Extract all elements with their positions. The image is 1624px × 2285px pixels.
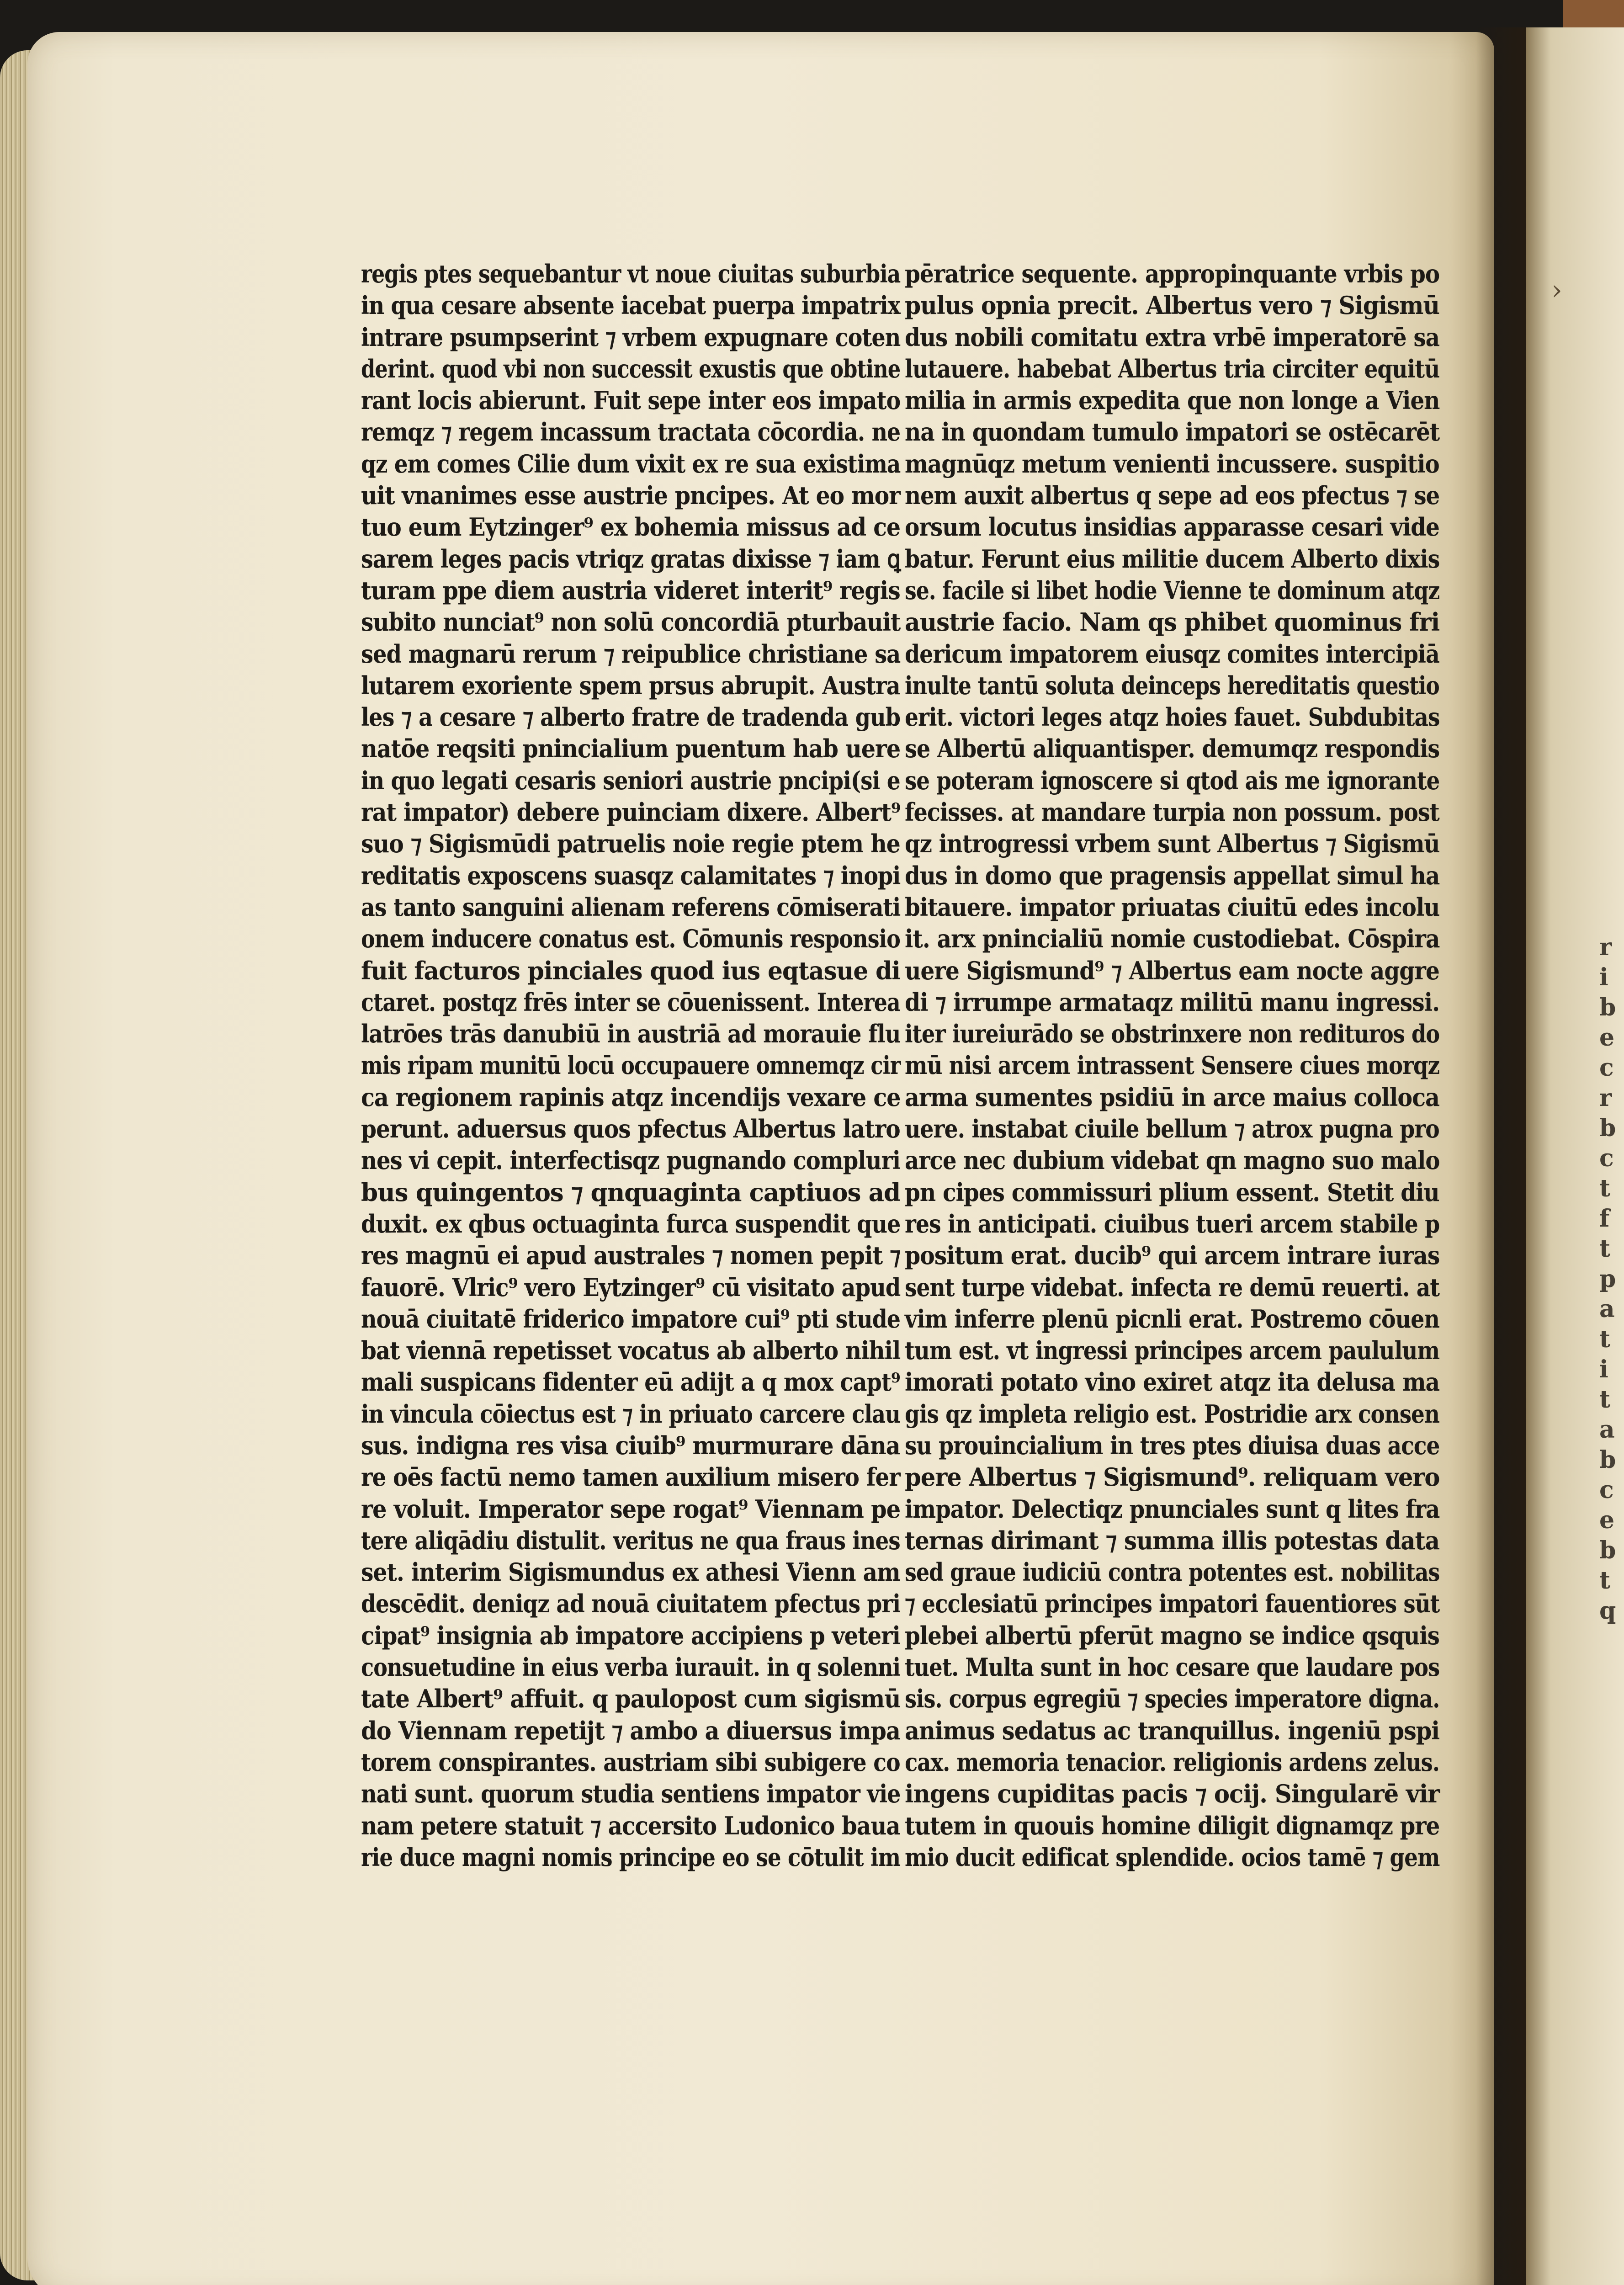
fragment-letter: e [1599, 1506, 1615, 1534]
fragment-letter: t [1599, 1325, 1611, 1353]
fragment-letter: a [1599, 1416, 1615, 1444]
text-line: plebei albertū pferūt magno se indice qsquis [905, 1621, 1439, 1650]
text-line: in vincula cōiectus est ⁊ in priuato carcere clau [361, 1399, 900, 1429]
text-line: erit. victori leges atqz hoies fauet. Subdubitas [905, 702, 1440, 732]
fragment-letter: c [1599, 1054, 1614, 1082]
text-line: sis. corpus egregiū ⁊ species imperatore digna. [905, 1684, 1440, 1714]
text-line: reditatis exposcens suasqz calamitates ⁊ inopi [361, 861, 901, 890]
text-line: uit vnanimes esse austrie pncipes. At eo mor [361, 481, 900, 510]
text-line: sus. indigna res visa ciuib⁹ murmurare dāna [361, 1430, 900, 1460]
fragment-letter: b [1599, 994, 1616, 1021]
fragment-letter: q [1599, 1597, 1616, 1625]
text-line: mū nisi arcem intrassent Sensere ciues morqz [905, 1051, 1440, 1080]
text-line: subito nunciat⁹ non solū concordiā pturbauit [361, 607, 901, 637]
text-line: tate Albert⁹ affuit. q paulopost cum sigismū [361, 1684, 901, 1714]
text-line: batur. Ferunt eius militie ducem Alberto dixis [905, 544, 1440, 574]
text-line: in qua cesare absente iacebat puerpa impatrix [361, 291, 900, 320]
text-line: do Viennam repetijt ⁊ ambo a diuersus impa [361, 1716, 900, 1745]
text-line: su prouincialium in tres ptes diuisa duas acce [905, 1430, 1440, 1460]
cover-edge-top [1563, 0, 1624, 27]
text-line: fecisses. at mandare turpia non possum. post [905, 797, 1439, 827]
text-line: res magnū ei apud australes ⁊ nomen pepit ⁊ [361, 1241, 901, 1270]
text-line: tuo eum Eytzinger⁹ ex bohemia missus ad ce [361, 512, 900, 542]
text-line: bat viennā repetisset vocatus ab alberto nihil [361, 1336, 901, 1366]
text-line: imorati potato vino exiret atqz ita delusa ma [905, 1367, 1440, 1397]
text-line: natōe reqsiti pnincialium puentum hab uere [361, 734, 901, 764]
text-line: ternas dirimant ⁊ summa illis potestas data [905, 1525, 1439, 1555]
text-line: lutauere. habebat Albertus tria circiter equitū [905, 354, 1440, 383]
text-line: ca regionem rapinis atqz incendijs vexare ce [361, 1082, 901, 1112]
text-line: duxit. ex qbus octuaginta furca suspendit que [361, 1209, 901, 1238]
text-line: in quo legati cesaris seniori austrie pncipi(si e [361, 765, 900, 795]
text-line: dus in domo que pragensis appellat simul ha [905, 861, 1440, 890]
text-line: it. arx pnincialiū nomie custodiebat. Cōspira [905, 924, 1440, 954]
text-line: tutem in quouis homine diligit dignamqz pre [905, 1811, 1440, 1840]
text-line: mali suspicans fidenter eū adijt a q mox capt⁹ [361, 1367, 900, 1397]
text-line: ⁊ ecclesiatū principes impatori fauentiores sūt [905, 1589, 1440, 1619]
adjacent-page-letters [1599, 932, 1624, 1626]
text-line: fuit facturos pinciales quod ius eqtasue di [361, 956, 900, 985]
text-line: descēdit. deniqz ad nouā ciuitatem pfectus pri [361, 1589, 901, 1619]
text-line: tere aliqādiu distulit. veritus ne qua fraus ines [361, 1525, 900, 1555]
text-line: qz introgressi vrbem sunt Albertus ⁊ Sigismū [905, 829, 1440, 859]
text-line: nes vi cepit. interfectisqz pugnando compluri [361, 1146, 901, 1175]
text-line: na in quondam tumulo impatori se ostēcarēt [905, 417, 1440, 447]
text-line: sarem leges pacis vtriqz gratas dixisse ⁊ iam ꝗ [361, 544, 901, 574]
text-line: les ⁊ a cesare ⁊ alberto fratre de tradenda gub [361, 702, 901, 732]
text-line: se. facile si libet hodie Vienne te dominum atqz [905, 575, 1440, 605]
text-line: nem auxit albertus q sepe ad eos pfectus ⁊ se [905, 481, 1440, 510]
text-line: impator. Delectiqz pnunciales sunt q lites fra [905, 1494, 1440, 1524]
text-line: res in anticipati. ciuibus tueri arcem stabile p [905, 1209, 1440, 1238]
fragment-letter: f [1599, 1205, 1610, 1233]
text-line: consuetudine in eius verba iurauit. in q solenni [361, 1653, 901, 1682]
right-text-column [905, 258, 1439, 1873]
fragment-letter: r [1599, 933, 1612, 961]
text-line: onem inducere conatus est. Cōmunis responsio [361, 924, 900, 954]
text-line: uere. instabat ciuile bellum ⁊ atrox pugna pro [905, 1114, 1439, 1144]
text-line: nati sunt. quorum studia sentiens impator vie [361, 1779, 901, 1809]
fragment-letter: r [1599, 1084, 1612, 1112]
fragment-letter: t [1599, 1235, 1611, 1263]
margin-mark: › [1551, 274, 1562, 306]
text-line: milia in armis expedita que non longe a Vien [905, 386, 1440, 415]
fragment-letter: e [1599, 1024, 1615, 1052]
text-line: remqz ⁊ regem incassum tractata cōcordia. ne [361, 417, 901, 447]
text-line: sed graue iudiciū contra potentes est. nobilitas [905, 1557, 1440, 1587]
text-line: perunt. aduersus quos pfectus Albertus latro [361, 1114, 900, 1144]
text-line: cipat⁹ insignia ab impatore accipiens p veteri [361, 1621, 900, 1650]
fragment-letter: t [1599, 1567, 1611, 1594]
text-line: bitauere. impator priuatas ciuitū edes incolu [905, 892, 1440, 922]
text-line: mis ripam munitū locū occupauere omnemqz cir [361, 1051, 901, 1080]
fragment-letter: i [1599, 1355, 1608, 1383]
text-line: nouā ciuitatē friderico impatore cui⁹ pti stude [361, 1304, 900, 1334]
text-line: mio ducit edificat splendide. ocios tamē ⁊ gem [905, 1842, 1440, 1872]
text-line: vim inferre plenū picnli erat. Postremo cōuen [905, 1304, 1439, 1334]
text-line: dericum impatorem eiusqz comites intercipiā [905, 639, 1439, 669]
text-line: austrie facio. Nam qs phibet quominus fri [905, 607, 1440, 637]
text-line: intrare psumpserint ⁊ vrbem expugnare coten [361, 322, 901, 352]
left-text-column [361, 258, 900, 1873]
text-line: magnūqz metum venienti incussere. suspitio [905, 449, 1439, 478]
text-line: se Albertū aliquantisper. demumqz respondis [905, 734, 1440, 764]
text-line: di ⁊ irrumpe armataqz militū manu ingressi. [905, 987, 1440, 1017]
gutter-shadow [1476, 27, 1531, 2285]
text-line: set. interim Sigismundus ex athesi Vienn am [361, 1557, 900, 1587]
text-line: regis ptes sequebantur vt noue ciuitas suburbia [361, 259, 901, 288]
text-line: pēratrice sequente. appropinquante vrbis po [905, 259, 1440, 288]
text-line: inulte tantū soluta deinceps hereditatis questio [905, 670, 1439, 700]
fragment-letter: b [1599, 1536, 1616, 1564]
text-line: rat impator) debere puinciam dixere. Albert⁹ [361, 797, 901, 827]
text-line: pulus opnia precit. Albertus vero ⁊ Sigismū [905, 291, 1439, 320]
fragment-letter: b [1599, 1446, 1616, 1474]
text-line: rie duce magni nomis principe eo se cōtulit im [361, 1842, 901, 1872]
text-line: pn cipes commissuri plium essent. Stetit diu [905, 1177, 1439, 1207]
text-line: iter iureiurādo se obstrinxere non redituros do [905, 1019, 1440, 1049]
text-line: pere Albertus ⁊ Sigismund⁹. reliquam vero [905, 1462, 1440, 1492]
text-line: re oēs factū nemo tamen auxilium misero fer [361, 1462, 900, 1492]
text-line: gis qz impleta religio est. Postridie arx consen [905, 1399, 1439, 1429]
text-line: tum est. vt ingressi principes arcem paululum [905, 1336, 1440, 1366]
text-line: torem conspirantes. austriam sibi subigere co [361, 1747, 900, 1777]
text-line: turam ppe diem austria videret interit⁹ regis [361, 575, 900, 605]
text-line: ingens cupiditas pacis ⁊ ocij. Singularē vir [905, 1779, 1440, 1809]
text-line: fauorē. Vlric⁹ vero Eytzinger⁹ cū visitato apud [361, 1272, 901, 1302]
text-line: orsum locutus insidias apparasse cesari vide [905, 512, 1439, 542]
text-line: suo ⁊ Sigismūdi patruelis noie regie ptem he [361, 829, 900, 859]
text-line: animus sedatus ac tranquillus. ingeniū pspi [905, 1716, 1439, 1745]
text-line: se poteram ignoscere si qtod ais me ignorante [905, 765, 1440, 795]
text-line: bus quingentos ⁊ qnquaginta captiuos ad [361, 1177, 900, 1207]
text-line: sent turpe videbat. infecta re demū reuerti. at [905, 1272, 1439, 1302]
fragment-letter: t [1599, 1174, 1611, 1202]
text-line: latrōes trās danubiū in austriā ad morauie flu [361, 1019, 901, 1049]
fragment-letter: b [1599, 1114, 1616, 1142]
text-line: cax. memoria tenacior. religionis ardens zelus. [905, 1747, 1439, 1777]
text-line: sed magnarū rerum ⁊ reipublice christiane sa [361, 639, 901, 669]
text-line: rant locis abierunt. Fuit sepe inter eos impato [361, 386, 901, 415]
text-line: arma sumentes psidiū in arce maius colloca [905, 1082, 1439, 1112]
text-line: qz em comes Cilie dum vixit ex re sua existima [361, 449, 901, 478]
fragment-letter: c [1599, 1144, 1614, 1172]
fragment-letter: a [1599, 1295, 1615, 1323]
text-line: derint. quod vbi non successit exustis que obtine [361, 354, 901, 383]
text-line: uere Sigismund⁹ ⁊ Albertus eam nocte aggre [905, 956, 1439, 985]
text-line: tuet. Multa sunt in hoc cesare que laudare pos [905, 1653, 1440, 1682]
text-line: nam petere statuit ⁊ accersito Ludonico baua [361, 1811, 900, 1840]
text-line: arce nec dubium videbat qn magno suo malo [905, 1146, 1440, 1175]
fragment-letter: p [1599, 1265, 1616, 1293]
text-line: as tanto sanguini alienam referens cōmiserati [361, 892, 901, 922]
text-line: lutarem exoriente spem prsus abrupit. Austra [361, 670, 900, 700]
text-line: dus nobili comitatu extra vrbē imperatorē sa [905, 322, 1439, 352]
fragment-letter: t [1599, 1386, 1611, 1414]
text-line: positum erat. ducib⁹ qui arcem intrare iuras [905, 1241, 1440, 1270]
text-line: re voluit. Imperator sepe rogat⁹ Viennam pe [361, 1494, 901, 1524]
text-line: ctaret. postqz frēs inter se cōuenissent. Interea [361, 987, 900, 1017]
fragment-letter: c [1599, 1476, 1614, 1504]
fragment-letter: i [1599, 963, 1608, 991]
